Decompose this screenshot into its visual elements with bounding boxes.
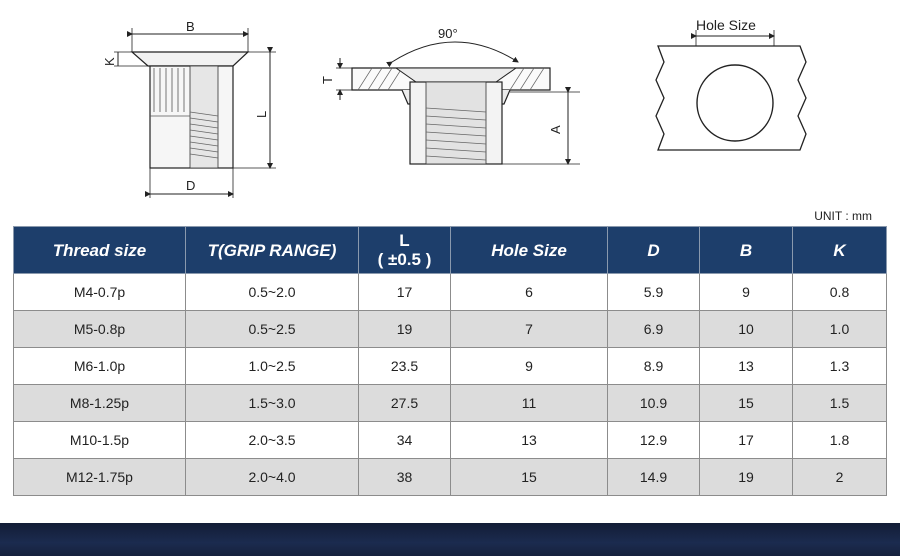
- cell-l: 27.5: [359, 385, 451, 422]
- cell-grip-range: 1.0~2.5: [186, 348, 359, 385]
- cell-k: 2: [793, 459, 887, 496]
- unit-note: UNIT : mm: [814, 209, 872, 223]
- dim-d-label: D: [186, 178, 196, 193]
- cell-thread-size: M12-1.75p: [14, 459, 186, 496]
- header-l-title: L: [399, 231, 410, 250]
- cell-hole-size: 9: [451, 348, 608, 385]
- cell-l: 38: [359, 459, 451, 496]
- cell-hole-size: 13: [451, 422, 608, 459]
- cell-l: 19: [359, 311, 451, 348]
- cell-k: 1.3: [793, 348, 887, 385]
- cell-l: 34: [359, 422, 451, 459]
- table-row: [14, 385, 887, 422]
- dim-a-label: A: [548, 125, 563, 134]
- cell-d: 10.9: [608, 385, 700, 422]
- cell-b: 15: [700, 385, 793, 422]
- table-row: [14, 348, 887, 385]
- cell-d: 5.9: [608, 274, 700, 311]
- angle-label: 90°: [438, 26, 458, 41]
- hole-size-label: Hole Size: [696, 17, 756, 33]
- cell-grip-range: 0.5~2.0: [186, 274, 359, 311]
- cell-b: 13: [700, 348, 793, 385]
- table-row: [14, 422, 887, 459]
- cell-b: 17: [700, 422, 793, 459]
- hole-size-diagram: [650, 0, 850, 205]
- table-header-row: [14, 227, 887, 274]
- cell-d: 14.9: [608, 459, 700, 496]
- header-k: K: [793, 227, 887, 274]
- header-l-tolerance: ( ±0.5 ): [377, 250, 432, 269]
- rivet-nut-diagram: [0, 0, 300, 205]
- dim-k-label: K: [102, 57, 117, 66]
- cell-thread-size: M6-1.0p: [14, 348, 186, 385]
- table-row: [14, 311, 887, 348]
- header-d: D: [608, 227, 700, 274]
- dim-t-label: T: [320, 76, 335, 84]
- cell-grip-range: 2.0~4.0: [186, 459, 359, 496]
- cell-thread-size: M5-0.8p: [14, 311, 186, 348]
- cell-l: 23.5: [359, 348, 451, 385]
- cell-k: 1.5: [793, 385, 887, 422]
- technical-diagrams: [0, 0, 900, 205]
- table-row: [14, 459, 887, 496]
- cell-k: 0.8: [793, 274, 887, 311]
- cell-grip-range: 2.0~3.5: [186, 422, 359, 459]
- cell-grip-range: 0.5~2.5: [186, 311, 359, 348]
- cell-k: 1.8: [793, 422, 887, 459]
- cell-thread-size: M4-0.7p: [14, 274, 186, 311]
- cell-hole-size: 6: [451, 274, 608, 311]
- header-hole-size: Hole Size: [451, 227, 608, 274]
- cell-hole-size: 7: [451, 311, 608, 348]
- cell-grip-range: 1.5~3.0: [186, 385, 359, 422]
- cell-d: 6.9: [608, 311, 700, 348]
- header-thread-size: Thread size: [14, 227, 186, 274]
- cell-hole-size: 11: [451, 385, 608, 422]
- table-row: [14, 274, 887, 311]
- installed-nut-diagram: [310, 0, 600, 205]
- dim-l-label: L: [254, 110, 269, 118]
- bottom-banner: [0, 523, 900, 556]
- cell-k: 1.0: [793, 311, 887, 348]
- spec-table: [13, 226, 887, 496]
- cell-hole-size: 15: [451, 459, 608, 496]
- cell-d: 12.9: [608, 422, 700, 459]
- header-b: B: [700, 227, 793, 274]
- cell-b: 9: [700, 274, 793, 311]
- cell-l: 17: [359, 274, 451, 311]
- cell-thread-size: M8-1.25p: [14, 385, 186, 422]
- header-l: [359, 227, 451, 274]
- cell-d: 8.9: [608, 348, 700, 385]
- cell-b: 10: [700, 311, 793, 348]
- header-grip-range: T(GRIP RANGE): [186, 227, 359, 274]
- dim-b-label: B: [186, 19, 195, 34]
- cell-b: 19: [700, 459, 793, 496]
- cell-thread-size: M10-1.5p: [14, 422, 186, 459]
